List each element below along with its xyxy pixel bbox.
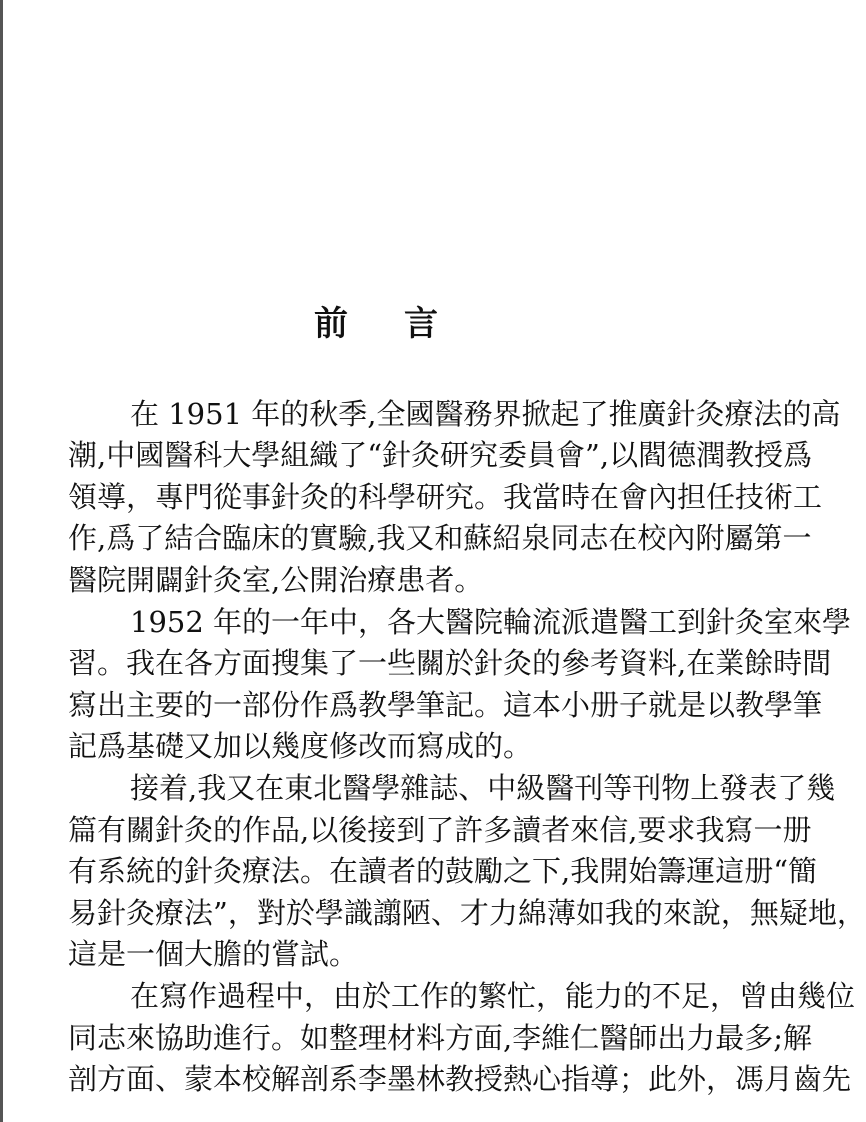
text-line: 1952 年的一年中，各大醫院輪流派遣醫工到針灸室來學 [130, 605, 852, 639]
text-line: 接着,我又在東北醫學雜誌、中級醫刊等刊物上發表了幾 [130, 771, 836, 805]
page-title [0, 296, 752, 345]
text-line: 篇有關針灸的作品,以後接到了許多讀者來信,要求我寫一册 [68, 813, 812, 847]
text-line: 易針灸療法”，對於學識譾陋、才力綿薄如我的來說，無疑地， [68, 896, 866, 930]
text-line: 醫院開闢針灸室,公開治療患者。 [68, 563, 484, 597]
text-line: 潮,中國醫科大學組織了“針灸研究委員會”,以閻德潤教授爲 [68, 438, 813, 472]
text-line: 在寫作過程中，由於工作的繁忙，能力的不足，曾由幾位 [130, 979, 856, 1013]
text-line: 記爲基礎又加以幾度修改而寫成的。 [68, 729, 533, 763]
text-line: 寫出主要的一部份作爲教學筆記。這本小册子就是以教學筆 [68, 688, 823, 722]
text-line: 同志來協助進行。如整理材料方面,李維仁醫師出力最多;解 [68, 1021, 812, 1055]
scan-edge [0, 0, 3, 1122]
title-char: 言 [404, 304, 438, 344]
text-line: 這是一個大膽的嘗試。 [68, 937, 359, 971]
text-line: 領導，專門從事針灸的科學研究。我當時在會內担任技術工 [68, 480, 823, 514]
title-char: 前 [314, 304, 348, 344]
text-line: 習。我在各方面搜集了一些關於針灸的參考資料,在業餘時間 [68, 646, 832, 680]
text-line: 剖方面、蒙本校解剖系李墨林教授熱心指導；此外，馮月齒先 [68, 1062, 852, 1096]
text-line: 作,爲了結合臨床的實驗,我又和蘇紹泉同志在校內附屬第一 [68, 521, 812, 555]
text-line: 在 1951 年的秋季,全國醫務界掀起了推廣針灸療法的高 [130, 397, 841, 431]
text-line: 有系統的針灸療法。在讀者的鼓勵之下,我開始籌運這册“簡 [68, 854, 818, 888]
